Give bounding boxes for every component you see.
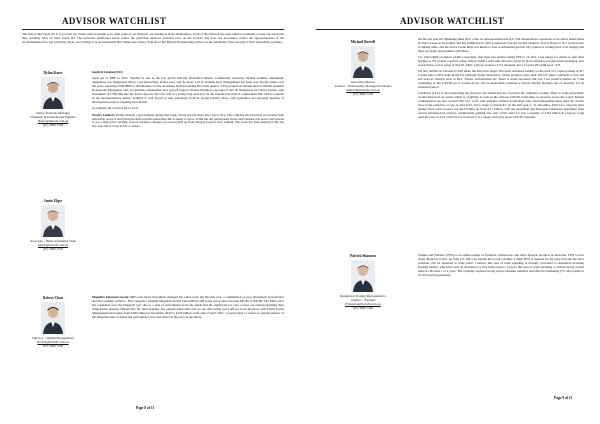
title-divider: [316, 29, 584, 30]
analyst-name: Michael Burrell: [350, 40, 376, 44]
analyst-phone: (07) 3006 7263: [352, 306, 374, 310]
analyst-card: [18, 296, 88, 348]
analyst-email-link[interactable]: dkater@burrell.com.au: [37, 119, 69, 123]
stock-body: I've still bullish on Amcor (AMC) especially after their last update raising EPS to 14-19%. I see happy for clients to take their holding to 5% of their portfolio value. Amcor (AMC) still looks attractive given its more defensive revenue from packaging. Our research has a price target of $16.50, AMC will pay around a 4.5% dividend, has a forward PE estimate of 15.8.: [418, 55, 584, 67]
intro-paragraph: The aim of this watch-list is to provide our clients with an insight as to what some of our Advisors are looking at in the marketplace. Each of the advisors has been asked to nominate at least one stock that they currently have on their watch list. The securities mentioned below reflect the particular advisors' personal view on the security and does not necessarily reflect the appropriateness of the recommendation for any particular client. Accordingly it is recommended that clients seek advice from his or her Burrell Stockbroking advisor on the suitability of the security to their investment portfolio.: [22, 32, 284, 44]
stock-commentary: [92, 296, 284, 322]
analyst-phone: (07) 3006 7226: [352, 92, 374, 96]
analyst-role-secondary: Advisor – Individually Managed Portfolios: [334, 84, 392, 88]
person-silhouette-icon: [41, 77, 65, 109]
analyst-card: [328, 40, 398, 96]
right-page: [300, 0, 600, 424]
analyst-card: [18, 199, 88, 251]
stock-heading: South32 Limited (S32): [92, 70, 123, 74]
person-silhouette-icon: [351, 260, 375, 292]
analyst-email-link[interactable]: PShannon@burrell.com.au: [345, 302, 381, 306]
analyst-phone: (07) 3006 7232: [42, 247, 64, 251]
analyst-role: Associate – Head of Desking Desk: [29, 239, 77, 243]
analyst-photo: [351, 46, 375, 78]
stock-body: Temple and Webster (TPW) is an online retailer of furniture, homewares, and other lifestyle products in Australia. TPW is now being diluted at 9.36%, up from 2%. This can explain the recent volatility. I think TPW is unusual for the long term and the short positions will be squeezed at some point. I believe this area of retail spending is strongly correlated to Australia's booming housing market, which has seen an abundance of first home buyers. I expect this area of retail spending to remain strong on this basis for the next 1 to 2 years. The company reported strong repeat customer numbers and effective marketing (TV ads) results to its 1H result presentation.: [418, 253, 584, 277]
page-title: ADVISOR WATCHLIST: [400, 16, 505, 26]
analyst-card: [18, 71, 88, 127]
stock-body: (WOR) released a good market update this week, which saw the share price rise to $12. The company has increased its revenue from renewable projects and given the shift towards renewables this is likely to grow. WOR has not participated in the latest market rise and is well placed to see a share price rerating if more evidence emerges of reversal pick up from delayed projects now coming. The stock has risen sharply in the last few days but is a buy at $11 or below.: [92, 112, 284, 129]
analyst-phone: (07) 3006 7228: [42, 344, 64, 348]
person-silhouette-icon: [41, 205, 65, 237]
stock-commentary: [418, 254, 584, 280]
analyst-name: Dylan Kater: [43, 71, 63, 75]
page-number: Page 9 of 11: [554, 396, 573, 400]
analyst-role-secondary: Domestic & International Equities: [30, 115, 76, 119]
analyst-name: Robert Chan: [42, 296, 64, 300]
analyst-role-secondary: Advisor – Equities: [350, 298, 376, 302]
analyst-name: Patrick Shannon: [350, 254, 376, 258]
analyst-name: Jamie Elger: [43, 199, 63, 203]
analyst-photo: [41, 205, 65, 237]
stock-body: I'm also bullish on Carsales (CAR) under the $20 price target. The stock sustained steadily on the back of a capital raising at $17 to help fund a 49% stake in the US platform Trader Interactive, which produces more than 100 US quite a platform to buy and sell non-car vehicles such as RVs, Trucks, snowmobiles etc. There is some execution risk, but I see positive themes for CAR continuing as the COVID era is wound down, and as Australians continue to favour driving holidays out of necessity for an extended period.: [418, 69, 584, 89]
analyst-card: [328, 254, 398, 310]
stock-body: Spun out of BHP in 2015, South32 is one of the few global mid-tier diversified miners. Commodity exposures include alumina, aluminium, manganese ore, manganese alloys, coal (devesting), nickel, lead, zinc & silver. Led by Graham Kerr, management has been very fiscally astute over the years, returning US$2.8BN to shareholders via the on-market buyback during the recent quarter. YTD production remains ahead at Brazil Alumina & Australia Manganese and cost guidance maintained. Key growth projects include Hermosa, exposure to zinc & manganese for battery metals; with investment of US$1.8bn into the Taylor deposit. We view S32 as a strong long term play on the structural growth of commodities that will be required in the decarbonisation theme. South32 is well placed to take advantage from its strong balance sheet, cash generation and growing pipeline of development projects targeting base metals.: [92, 76, 284, 104]
stock-heading: Worley Limited: [92, 112, 114, 117]
stock-body: Lendlease (LLC) is also interesting me, however the market has not rewarded the company recently. There is some uncertainty around historical tax issues which is weighing, as well as the obvious COVID constraints on property across the world. Market commentators are also worried that LLC won't start guidance without accelerated sales. Notwithstanding these (the) the current price looks attractive at low or mid $12's. Price target is mid $14's. In the half year to 31 December 2020 LLC noted in their update 'New work secured was $4.9 billion up from $3.1 billion, with the Australian and European businesses benefiting from several infrastructure activity.' Additionally guiding was only 12.9% and LLC has a pipeline of $110 billion in projects. Long term the price of LLC will recover, however it is a longer term play given COVID restraints.: [418, 91, 584, 119]
person-silhouette-icon: [41, 302, 65, 334]
analyst-email-link[interactable]: mburrell@burrell.com.au: [346, 88, 380, 92]
stock-body: (MFG) the listed investment manager has taken some big hits this year, a combination of poor investment performance and the resulting outflows. The company's flagship Magellan Global Fund (MGF) still looks good value between $45.80 to $50.80. The MFG price has weakened over the Financial year due to a lack of performance from the funds and the significant fee cuts. Losses are underperforming their comparative indexes. Historically the fund manager has outperformed their and we are still seeing good inflows from investors with Funds Under Management increasing from $100 billion in December 2020 to $118 billion at the end of April 2021. I would expect a return to outperformance of the Magellan suite of funds and performance fees will reflect in the price in the future.: [92, 295, 284, 319]
analyst-photo: [41, 77, 65, 109]
page-number: Page 8 of 11: [136, 406, 155, 410]
analyst-email-link[interactable]: jelger@burrell.com.au: [38, 243, 68, 247]
stock-price-note: Accumulate $2 at below $3.15 level.: [92, 106, 139, 111]
analyst-email-link[interactable]: RChan@burrell.com.au: [37, 340, 69, 344]
person-silhouette-icon: [351, 46, 375, 78]
stock-body: On the sell side I'm lightening Iluka (ILU) after its announcement that ILU will suspended its operations at its Sierra Rutile mine in Sierra Leone to November and has withdrawn its 2021 production forecast for that business. ILU is meant to be a world leader at mining rutile, and the Sierra Leone mine was meant to lead to substantial growth. My opinion is waiting hard to be singing and there are better opportunities elsewhere.: [418, 37, 584, 53]
page-title: ADVISOR WATCHLIST: [62, 16, 167, 26]
stock-heading: Magellan Financial Group: [92, 295, 129, 299]
analyst-role: Associate Director: [350, 80, 376, 84]
analyst-phone: (07) 3006 7228: [42, 123, 64, 127]
title-divider: [22, 29, 284, 30]
stock-commentary: [418, 38, 584, 122]
analyst-role: Director – Wealth Management: [32, 336, 74, 340]
analyst-role: Senior Portfolio Manager: [36, 111, 70, 115]
stock-commentary: [92, 71, 284, 132]
analyst-photo: [351, 260, 375, 292]
analyst-role: Designated Trading Representative: [339, 294, 387, 298]
analyst-photo: [41, 302, 65, 334]
